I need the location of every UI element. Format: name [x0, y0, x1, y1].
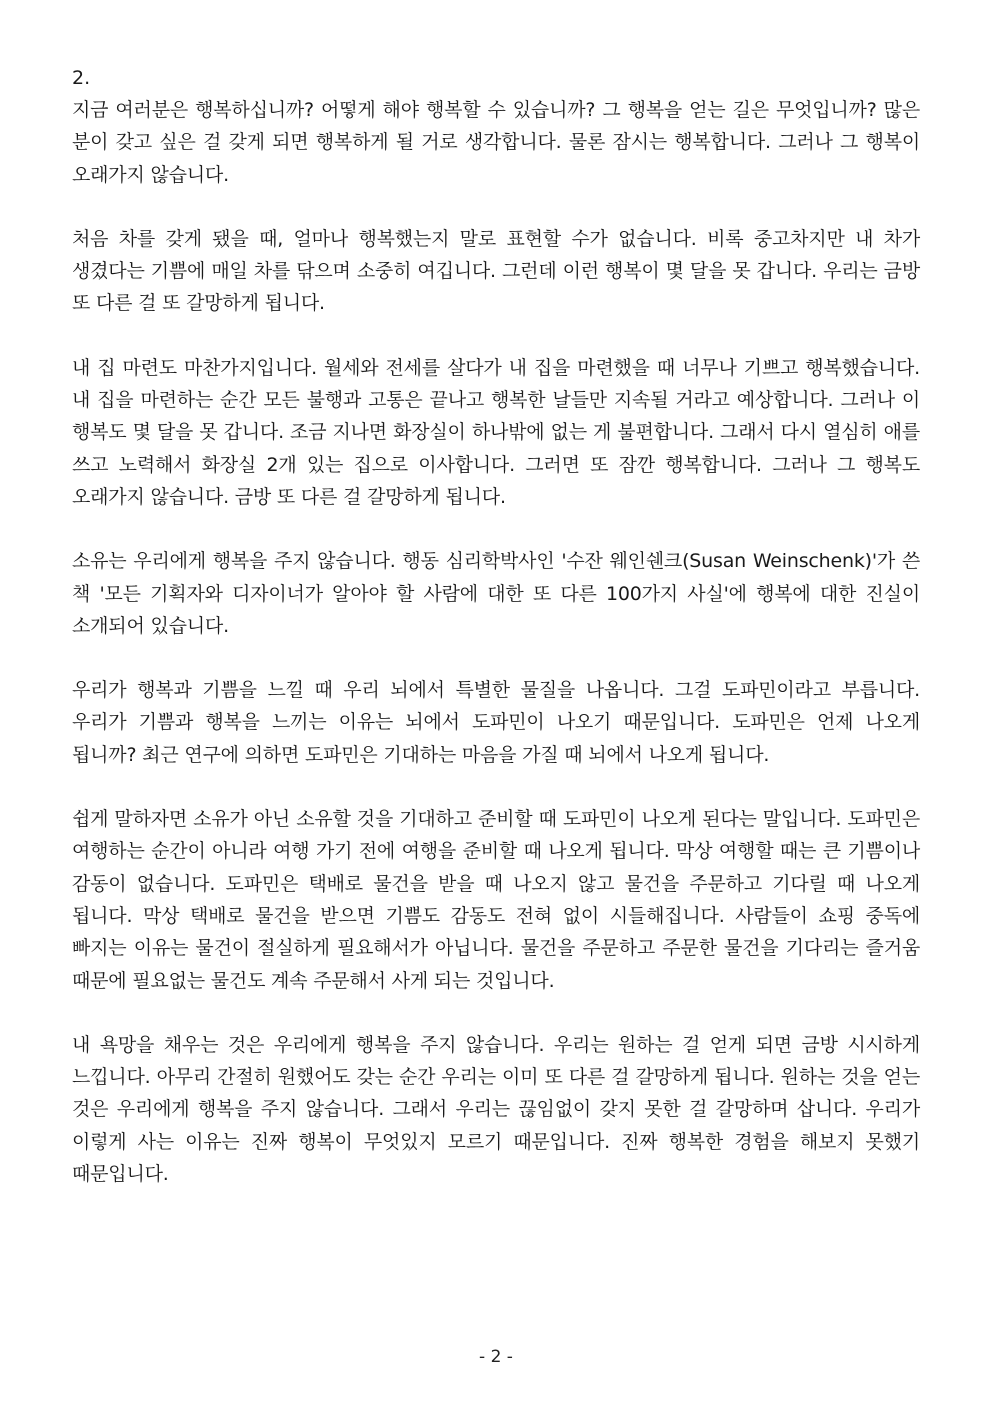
paragraph-anticipation: 쉽게 말하자면 소유가 아닌 소유할 것을 기대하고 준비할 때 도파민이 나오게 된다는 말입니다. 도파민은 여행하는 순간이 아니라 여행 가기 전에 여행을 준비할 때 나오게 됩니다. 막상 여행할 때는 큰 기쁨이나 감동이 없습니다. 도파민은 택배로 물건을 받을 때 나오지 않고 물건을 주문하고 기다릴 때 나오게 됩니다. 막상 택배로 물건을 받으면 기쁨도 감동도 전혀 없이 시들해집니다. 사람들이 쇼핑 중독에 빠지는 이유는 물건이 절실하게 필요해서가 아닙니다. 물건을 주문하고 주문한 물건을 기다리는 즐거움 때문에 필요없는 물건도 계속 주문해서 사게 되는 것입니다. — [72, 808, 920, 992]
section-number: 2. — [72, 67, 91, 89]
document-page — [72, 62, 920, 1222]
paragraph-own-house: 내 집 마련도 마찬가지입니다. 월세와 전세를 살다가 내 집을 마련했을 때 너무나 기쁘고 행복했습니다. 내 집을 마련하는 순간 모든 불행과 고통은 끝나고 행복한 날들만 지속될 거라고 예상합니다. 그러나 이 행복도 몇 달을 못 갑니다. 조금 지나면 화장실이 하나밖에 없는 게 불편합니다. 그래서 다시 열심히 애를 쓰고 노력해서 화장실 2개 있는 집으로 이사합니다. 그러면 또 잠깐 행복합니다. 그러나 그 행복도 오래가지 않습니다. 금방 또 다른 걸 갈망하게 됩니다. — [72, 356, 920, 508]
paragraph-dopamine: 우리가 행복과 기쁨을 느낄 때 우리 뇌에서 특별한 물질을 나옵니다. 그걸 도파민이라고 부릅니다. 우리가 기쁨과 행복을 느끼는 이유는 뇌에서 도파민이 나오기 때문입니다. 도파민은 언제 나오게 됩니까? 최근 연구에 의하면 도파민은 기대하는 마음을 가질 때 뇌에서 나오게 됩니다. — [72, 679, 920, 766]
paragraph-first-car: 처음 차를 갖게 됐을 때, 얼마나 행복했는지 말로 표현할 수가 없습니다. 비록 중고차지만 내 차가 생겼다는 기쁨에 매일 차를 닦으며 소중히 여깁니다. 그런데 이런 행복이 몇 달을 못 갑니다. 우리는 금방 또 다른 걸 또 갈망하게 됩니다. — [72, 227, 920, 315]
paragraph-happiness-question: 지금 여러분은 행복하십니까? 어떻게 해야 행복할 수 있습니까? 그 행복을 얻는 길은 무엇입니까? 많은 분이 갖고 싶은 걸 갖게 되면 행복하게 될 거로 생각합니다. 물론 잠시는 행복합니다. 그러나 그 행복이 오래가지 않습니다. — [72, 99, 920, 186]
paragraph-desire: 내 욕망을 채우는 것은 우리에게 행복을 주지 않습니다. 우리는 원하는 걸 얻게 되면 금방 시시하게 느낍니다. 아무리 간절히 원했어도 갖는 순간 우리는 이미 또 다른 걸 갈망하게 됩니다. 원하는 것을 얻는 것은 우리에게 행복을 주지 않습니다. 그래서 우리는 끊임없이 갖지 못한 걸 갈망하며 삽니다. 우리가 이렇게 사는 이유는 진짜 행복이 무엇있지 모르기 때문입니다. 진짜 행복한 경험을 해보지 못했기 때문입니다. — [72, 1033, 920, 1186]
paragraph-possession: 소유는 우리에게 행복을 주지 않습니다. 행동 심리학박사인 '수잔 웨인쉔크(Susan Weinschenk)'가 쓴 책 '모든 기획자와 디자이너가 알아야 할 사람에 대한 또 다른 100가지 사실'에 행복에 대한 진실이 소개되어 있습니다. — [72, 550, 920, 637]
page-number: - 2 - — [479, 1347, 513, 1367]
